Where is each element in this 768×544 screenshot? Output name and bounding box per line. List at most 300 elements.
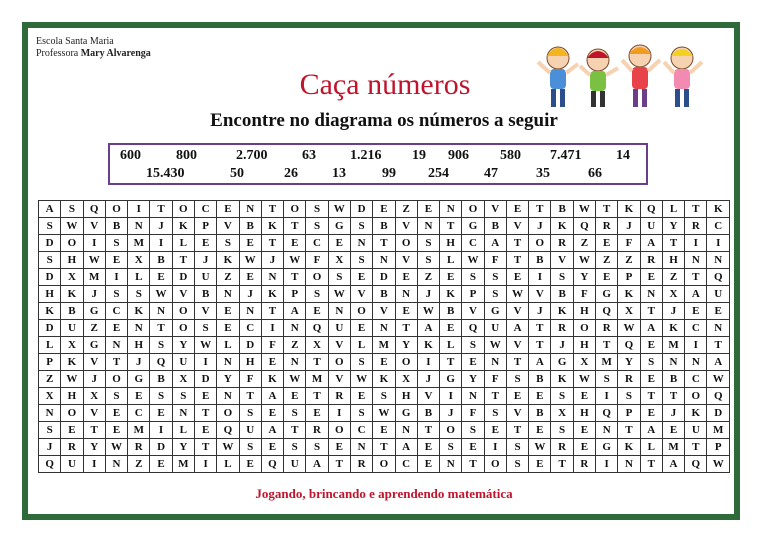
grid-cell[interactable]: R (551, 235, 573, 252)
grid-cell[interactable]: A (395, 439, 417, 456)
grid-cell[interactable]: W (529, 439, 551, 456)
grid-cell[interactable]: Q (685, 456, 707, 473)
grid-cell[interactable]: Y (217, 371, 239, 388)
grid-cell[interactable]: E (640, 269, 662, 286)
grid-cell[interactable]: L (640, 439, 662, 456)
grid-cell[interactable]: S (306, 218, 328, 235)
grid-cell[interactable]: N (618, 456, 640, 473)
grid-cell[interactable]: N (217, 388, 239, 405)
grid-cell[interactable]: A (707, 354, 730, 371)
grid-cell[interactable]: T (640, 388, 662, 405)
grid-cell[interactable]: Z (39, 371, 61, 388)
grid-cell[interactable]: M (306, 371, 328, 388)
grid-cell[interactable]: I (529, 269, 551, 286)
grid-cell[interactable]: P (284, 286, 306, 303)
grid-cell[interactable]: S (217, 235, 239, 252)
grid-cell[interactable]: F (484, 371, 506, 388)
grid-cell[interactable]: C (707, 218, 730, 235)
grid-cell[interactable]: Q (707, 388, 730, 405)
grid-cell[interactable]: T (261, 201, 283, 218)
grid-cell[interactable]: T (662, 388, 684, 405)
grid-cell[interactable]: A (640, 320, 662, 337)
grid-cell[interactable]: Y (662, 218, 684, 235)
grid-cell[interactable]: A (529, 354, 551, 371)
grid-cell[interactable]: Y (172, 337, 194, 354)
grid-cell[interactable]: R (551, 439, 573, 456)
grid-cell[interactable]: W (83, 252, 105, 269)
grid-cell[interactable]: C (462, 235, 484, 252)
grid-cell[interactable]: U (484, 320, 506, 337)
grid-cell[interactable]: W (417, 303, 439, 320)
grid-cell[interactable]: L (350, 337, 372, 354)
grid-cell[interactable]: E (217, 201, 239, 218)
grid-cell[interactable]: Z (618, 252, 640, 269)
grid-cell[interactable]: S (417, 252, 439, 269)
grid-cell[interactable]: V (83, 354, 105, 371)
grid-cell[interactable]: E (462, 439, 484, 456)
grid-cell[interactable]: N (239, 303, 261, 320)
grid-cell[interactable]: T (395, 320, 417, 337)
grid-cell[interactable]: B (529, 405, 551, 422)
grid-cell[interactable]: E (284, 235, 306, 252)
grid-cell[interactable]: T (596, 201, 618, 218)
grid-cell[interactable]: K (707, 201, 730, 218)
grid-cell[interactable]: T (596, 337, 618, 354)
grid-cell[interactable]: Q (596, 303, 618, 320)
grid-cell[interactable]: J (150, 218, 172, 235)
grid-cell[interactable]: S (39, 422, 61, 439)
grid-cell[interactable]: M (596, 354, 618, 371)
grid-cell[interactable]: V (506, 303, 528, 320)
grid-cell[interactable]: B (529, 252, 551, 269)
grid-cell[interactable]: S (150, 388, 172, 405)
grid-cell[interactable]: N (328, 303, 350, 320)
grid-cell[interactable]: W (61, 218, 83, 235)
grid-cell[interactable]: S (350, 252, 372, 269)
grid-cell[interactable]: S (172, 388, 194, 405)
grid-cell[interactable]: Q (640, 201, 662, 218)
grid-cell[interactable]: D (150, 439, 172, 456)
grid-cell[interactable]: F (462, 405, 484, 422)
grid-cell[interactable]: L (662, 201, 684, 218)
grid-cell[interactable]: E (105, 405, 127, 422)
grid-cell[interactable]: K (440, 286, 462, 303)
grid-cell[interactable]: B (417, 405, 439, 422)
grid-cell[interactable]: O (462, 201, 484, 218)
grid-cell[interactable]: T (640, 456, 662, 473)
grid-cell[interactable]: Y (172, 439, 194, 456)
grid-cell[interactable]: W (506, 286, 528, 303)
grid-cell[interactable]: D (172, 269, 194, 286)
grid-cell[interactable]: J (83, 286, 105, 303)
grid-cell[interactable]: E (306, 405, 328, 422)
grid-cell[interactable]: O (284, 201, 306, 218)
grid-cell[interactable]: E (306, 303, 328, 320)
grid-cell[interactable]: E (217, 320, 239, 337)
grid-cell[interactable]: W (328, 201, 350, 218)
grid-cell[interactable]: X (551, 405, 573, 422)
grid-cell[interactable]: B (61, 303, 83, 320)
grid-cell[interactable]: U (284, 456, 306, 473)
grid-cell[interactable]: E (640, 371, 662, 388)
grid-cell[interactable]: E (573, 422, 595, 439)
grid-cell[interactable]: Q (573, 218, 595, 235)
grid-cell[interactable]: W (150, 286, 172, 303)
grid-cell[interactable]: D (373, 269, 395, 286)
grid-cell[interactable]: G (440, 371, 462, 388)
grid-cell[interactable]: N (395, 286, 417, 303)
grid-cell[interactable]: N (462, 388, 484, 405)
grid-cell[interactable]: W (462, 252, 484, 269)
grid-cell[interactable]: E (707, 303, 730, 320)
grid-cell[interactable]: B (150, 371, 172, 388)
grid-cell[interactable]: S (440, 439, 462, 456)
grid-cell[interactable]: A (306, 456, 328, 473)
grid-cell[interactable]: H (662, 252, 684, 269)
grid-cell[interactable]: T (685, 269, 707, 286)
grid-cell[interactable]: I (440, 388, 462, 405)
grid-cell[interactable]: J (239, 286, 261, 303)
grid-cell[interactable]: J (39, 439, 61, 456)
grid-cell[interactable]: K (662, 320, 684, 337)
grid-cell[interactable]: K (217, 252, 239, 269)
grid-cell[interactable]: Y (573, 269, 595, 286)
grid-cell[interactable]: N (373, 252, 395, 269)
grid-cell[interactable]: T (529, 320, 551, 337)
grid-cell[interactable]: C (685, 320, 707, 337)
grid-cell[interactable]: S (417, 235, 439, 252)
grid-cell[interactable]: E (395, 269, 417, 286)
grid-cell[interactable]: N (640, 286, 662, 303)
grid-cell[interactable]: T (440, 218, 462, 235)
grid-cell[interactable]: K (261, 286, 283, 303)
grid-cell[interactable]: S (484, 286, 506, 303)
grid-cell[interactable]: R (128, 439, 150, 456)
grid-cell[interactable]: N (284, 320, 306, 337)
grid-cell[interactable]: I (685, 235, 707, 252)
grid-cell[interactable]: U (172, 354, 194, 371)
grid-cell[interactable]: E (105, 252, 127, 269)
grid-cell[interactable]: S (350, 218, 372, 235)
grid-cell[interactable]: N (105, 456, 127, 473)
grid-cell[interactable]: Z (417, 269, 439, 286)
grid-cell[interactable]: V (83, 218, 105, 235)
grid-cell[interactable]: E (417, 456, 439, 473)
grid-cell[interactable]: G (128, 371, 150, 388)
grid-cell[interactable]: C (128, 405, 150, 422)
grid-cell[interactable]: J (529, 218, 551, 235)
grid-cell[interactable]: O (395, 354, 417, 371)
grid-cell[interactable]: G (596, 286, 618, 303)
grid-cell[interactable]: U (685, 422, 707, 439)
grid-cell[interactable]: E (261, 439, 283, 456)
grid-cell[interactable]: B (440, 303, 462, 320)
grid-cell[interactable]: V (506, 337, 528, 354)
grid-cell[interactable]: J (194, 252, 216, 269)
grid-cell[interactable]: T (506, 235, 528, 252)
grid-cell[interactable]: K (172, 218, 194, 235)
grid-cell[interactable]: I (105, 269, 127, 286)
grid-cell[interactable]: B (105, 218, 127, 235)
grid-cell[interactable]: R (685, 218, 707, 235)
grid-cell[interactable]: I (685, 337, 707, 354)
grid-cell[interactable]: S (484, 269, 506, 286)
grid-cell[interactable]: B (150, 252, 172, 269)
grid-cell[interactable]: V (506, 405, 528, 422)
grid-cell[interactable]: S (551, 422, 573, 439)
grid-cell[interactable]: V (194, 303, 216, 320)
grid-cell[interactable]: O (306, 269, 328, 286)
grid-cell[interactable]: F (261, 337, 283, 354)
grid-cell[interactable]: A (662, 456, 684, 473)
grid-cell[interactable]: U (328, 320, 350, 337)
grid-cell[interactable]: A (685, 286, 707, 303)
grid-cell[interactable]: A (484, 235, 506, 252)
grid-cell[interactable]: O (484, 456, 506, 473)
grid-cell[interactable]: O (395, 235, 417, 252)
grid-cell[interactable]: N (440, 201, 462, 218)
grid-cell[interactable]: N (217, 286, 239, 303)
grid-cell[interactable]: J (529, 303, 551, 320)
grid-cell[interactable]: E (506, 388, 528, 405)
grid-cell[interactable]: E (462, 354, 484, 371)
grid-cell[interactable]: O (172, 201, 194, 218)
grid-cell[interactable]: S (194, 320, 216, 337)
grid-cell[interactable]: W (573, 252, 595, 269)
grid-cell[interactable]: R (551, 320, 573, 337)
grid-cell[interactable]: K (417, 337, 439, 354)
grid-cell[interactable]: I (596, 456, 618, 473)
grid-cell[interactable]: T (529, 201, 551, 218)
grid-cell[interactable]: T (506, 422, 528, 439)
grid-cell[interactable]: B (529, 371, 551, 388)
grid-cell[interactable]: K (261, 218, 283, 235)
grid-cell[interactable]: X (328, 252, 350, 269)
grid-cell[interactable]: G (83, 303, 105, 320)
grid-cell[interactable]: O (373, 456, 395, 473)
grid-cell[interactable]: B (551, 201, 573, 218)
grid-cell[interactable]: O (440, 422, 462, 439)
grid-cell[interactable]: O (61, 405, 83, 422)
grid-cell[interactable]: D (39, 235, 61, 252)
grid-cell[interactable]: U (194, 269, 216, 286)
grid-cell[interactable]: J (662, 303, 684, 320)
grid-cell[interactable]: W (707, 371, 730, 388)
grid-cell[interactable]: L (217, 337, 239, 354)
grid-cell[interactable]: R (306, 422, 328, 439)
grid-cell[interactable]: Y (462, 371, 484, 388)
grid-cell[interactable]: N (417, 218, 439, 235)
grid-cell[interactable]: N (105, 337, 127, 354)
grid-cell[interactable]: W (61, 371, 83, 388)
grid-cell[interactable]: S (596, 371, 618, 388)
grid-cell[interactable]: K (685, 405, 707, 422)
grid-cell[interactable]: B (373, 218, 395, 235)
grid-cell[interactable]: T (506, 354, 528, 371)
grid-cell[interactable]: T (150, 201, 172, 218)
grid-cell[interactable]: I (83, 235, 105, 252)
grid-cell[interactable]: T (551, 456, 573, 473)
grid-cell[interactable]: D (707, 405, 730, 422)
grid-cell[interactable]: E (61, 422, 83, 439)
grid-cell[interactable]: O (350, 303, 372, 320)
grid-cell[interactable]: Y (618, 354, 640, 371)
grid-cell[interactable]: E (350, 269, 372, 286)
grid-cell[interactable]: L (172, 422, 194, 439)
grid-cell[interactable]: T (306, 388, 328, 405)
grid-cell[interactable]: T (618, 422, 640, 439)
grid-cell[interactable]: J (417, 286, 439, 303)
grid-cell[interactable]: I (261, 320, 283, 337)
grid-cell[interactable]: K (128, 303, 150, 320)
grid-cell[interactable]: K (61, 286, 83, 303)
grid-cell[interactable]: E (150, 405, 172, 422)
grid-cell[interactable]: N (239, 201, 261, 218)
grid-cell[interactable]: V (83, 405, 105, 422)
grid-cell[interactable]: V (328, 337, 350, 354)
grid-cell[interactable]: V (417, 388, 439, 405)
grid-cell[interactable]: P (462, 286, 484, 303)
grid-cell[interactable]: Z (596, 252, 618, 269)
grid-cell[interactable]: E (239, 269, 261, 286)
grid-cell[interactable]: Z (284, 337, 306, 354)
grid-cell[interactable]: R (350, 456, 372, 473)
grid-cell[interactable]: I (83, 456, 105, 473)
grid-cell[interactable]: C (105, 303, 127, 320)
grid-cell[interactable]: X (395, 371, 417, 388)
grid-cell[interactable]: N (707, 252, 730, 269)
grid-cell[interactable]: N (217, 354, 239, 371)
grid-cell[interactable]: E (150, 269, 172, 286)
grid-cell[interactable]: R (618, 371, 640, 388)
grid-cell[interactable]: T (194, 439, 216, 456)
grid-cell[interactable]: U (239, 422, 261, 439)
grid-cell[interactable]: P (39, 354, 61, 371)
grid-cell[interactable]: R (328, 388, 350, 405)
grid-cell[interactable]: V (328, 371, 350, 388)
grid-cell[interactable]: E (417, 201, 439, 218)
grid-cell[interactable]: V (350, 286, 372, 303)
grid-cell[interactable]: T (194, 405, 216, 422)
grid-cell[interactable]: S (239, 439, 261, 456)
grid-cell[interactable]: G (551, 354, 573, 371)
grid-cell[interactable]: L (440, 337, 462, 354)
grid-cell[interactable]: Q (596, 405, 618, 422)
grid-cell[interactable]: E (194, 422, 216, 439)
grid-cell[interactable]: T (284, 269, 306, 286)
grid-cell[interactable]: Z (83, 320, 105, 337)
grid-cell[interactable]: E (194, 235, 216, 252)
grid-cell[interactable]: K (373, 371, 395, 388)
grid-cell[interactable]: O (172, 303, 194, 320)
grid-cell[interactable]: W (573, 201, 595, 218)
grid-cell[interactable]: Z (128, 456, 150, 473)
grid-cell[interactable]: S (462, 269, 484, 286)
grid-cell[interactable]: K (61, 354, 83, 371)
grid-cell[interactable]: R (61, 439, 83, 456)
grid-cell[interactable]: S (128, 286, 150, 303)
grid-cell[interactable]: T (373, 439, 395, 456)
grid-cell[interactable]: S (551, 269, 573, 286)
grid-cell[interactable]: N (373, 320, 395, 337)
grid-cell[interactable]: B (551, 286, 573, 303)
grid-cell[interactable]: O (685, 388, 707, 405)
grid-cell[interactable]: E (417, 439, 439, 456)
grid-cell[interactable]: I (150, 422, 172, 439)
grid-cell[interactable]: O (328, 354, 350, 371)
grid-cell[interactable]: O (328, 422, 350, 439)
grid-cell[interactable]: P (618, 269, 640, 286)
grid-cell[interactable]: G (328, 218, 350, 235)
grid-cell[interactable]: M (83, 269, 105, 286)
grid-cell[interactable]: C (350, 422, 372, 439)
grid-cell[interactable]: V (529, 286, 551, 303)
grid-cell[interactable]: E (484, 422, 506, 439)
grid-cell[interactable]: T (172, 252, 194, 269)
grid-cell[interactable]: X (61, 269, 83, 286)
grid-cell[interactable]: Q (39, 456, 61, 473)
grid-cell[interactable]: M (128, 235, 150, 252)
grid-cell[interactable]: N (150, 303, 172, 320)
grid-cell[interactable]: W (573, 371, 595, 388)
grid-cell[interactable]: E (373, 201, 395, 218)
grid-cell[interactable]: H (573, 303, 595, 320)
grid-cell[interactable]: E (261, 405, 283, 422)
grid-cell[interactable]: E (395, 303, 417, 320)
grid-cell[interactable]: K (551, 371, 573, 388)
grid-cell[interactable]: B (662, 371, 684, 388)
grid-cell[interactable]: J (618, 218, 640, 235)
grid-cell[interactable]: S (462, 337, 484, 354)
grid-cell[interactable]: F (484, 252, 506, 269)
grid-cell[interactable]: T (707, 337, 730, 354)
grid-cell[interactable]: A (261, 388, 283, 405)
grid-cell[interactable]: S (105, 388, 127, 405)
grid-cell[interactable]: E (685, 303, 707, 320)
grid-cell[interactable]: N (484, 354, 506, 371)
grid-cell[interactable]: T (150, 320, 172, 337)
grid-cell[interactable]: S (39, 218, 61, 235)
grid-cell[interactable]: V (395, 218, 417, 235)
grid-cell[interactable]: U (61, 320, 83, 337)
grid-cell[interactable]: N (707, 320, 730, 337)
grid-cell[interactable]: L (128, 269, 150, 286)
grid-cell[interactable]: D (350, 201, 372, 218)
grid-cell[interactable]: W (284, 371, 306, 388)
grid-cell[interactable]: X (128, 252, 150, 269)
grid-cell[interactable]: E (529, 388, 551, 405)
grid-cell[interactable]: H (395, 388, 417, 405)
grid-cell[interactable]: E (573, 388, 595, 405)
grid-cell[interactable]: T (328, 456, 350, 473)
grid-cell[interactable]: W (328, 286, 350, 303)
grid-cell[interactable]: S (105, 286, 127, 303)
grid-cell[interactable]: S (284, 405, 306, 422)
grid-cell[interactable]: C (395, 456, 417, 473)
grid-cell[interactable]: J (662, 405, 684, 422)
grid-cell[interactable]: S (484, 405, 506, 422)
grid-cell[interactable]: E (662, 422, 684, 439)
grid-cell[interactable]: E (373, 422, 395, 439)
grid-cell[interactable]: I (194, 354, 216, 371)
grid-cell[interactable]: V (484, 201, 506, 218)
grid-cell[interactable]: T (105, 354, 127, 371)
grid-cell[interactable]: N (662, 354, 684, 371)
grid-cell[interactable]: T (662, 235, 684, 252)
grid-cell[interactable]: T (506, 252, 528, 269)
grid-cell[interactable]: B (194, 286, 216, 303)
grid-cell[interactable]: S (105, 235, 127, 252)
